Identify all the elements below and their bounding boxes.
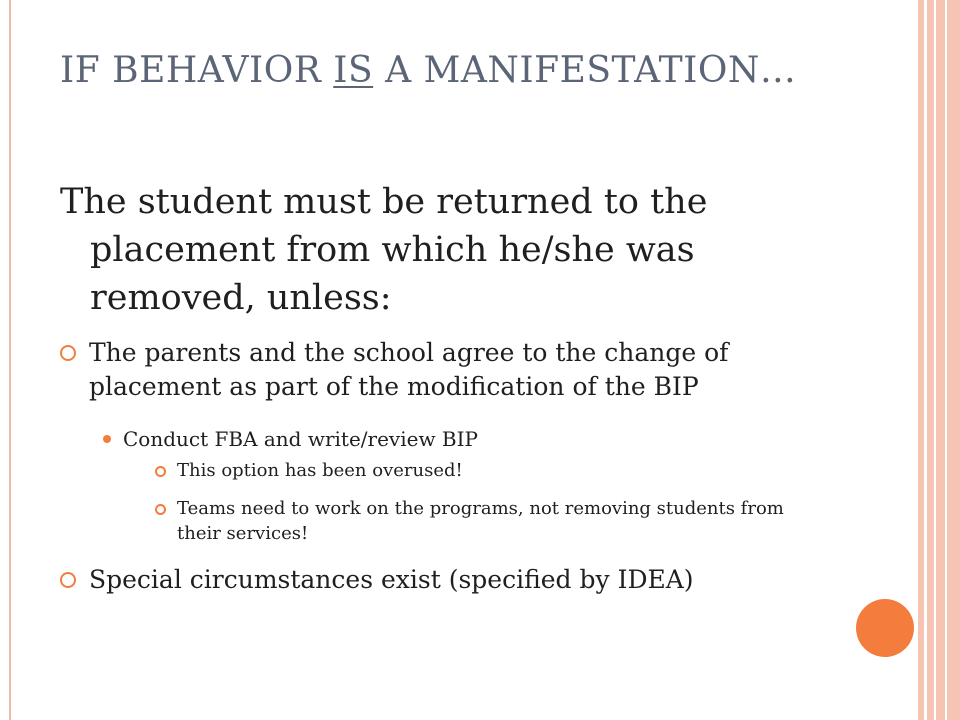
decorative-circle (856, 599, 914, 657)
bullet-text: Special circumstances exist (specified by IDEA) (89, 565, 694, 594)
slide-title (60, 50, 860, 92)
ring-bullet-icon (155, 504, 166, 515)
bullet-level1-item (60, 336, 830, 404)
ring-bullet-icon (155, 466, 166, 477)
bullet-level3-item (155, 496, 805, 546)
ring-bullet-icon (60, 572, 76, 588)
bullet-text: The parents and the school agree to the change of placement as part of the modification of the BIP (89, 338, 729, 401)
left-border-line (9, 0, 11, 720)
lead-paragraph: The student must be returned to the placement from which he/she was removed, unless: (60, 182, 708, 318)
title-suffix: A MANIFESTATION… (373, 50, 797, 91)
bullet-text: Conduct FBA and write/review BIP (123, 427, 478, 451)
bullet-level1-item (60, 563, 830, 597)
bullet-level3-item (155, 458, 805, 483)
right-decorative-band (918, 0, 960, 720)
dot-bullet-icon (103, 435, 111, 443)
ring-bullet-icon (60, 345, 76, 361)
bullet-text: Teams need to work on the programs, not removing students from their services! (177, 498, 784, 544)
title-prefix: IF BEHAVIOR (60, 50, 334, 91)
title-emphasis: IS (333, 50, 374, 91)
bullet-text: This option has been overused! (177, 460, 463, 481)
bullet-level2-item (103, 425, 823, 453)
